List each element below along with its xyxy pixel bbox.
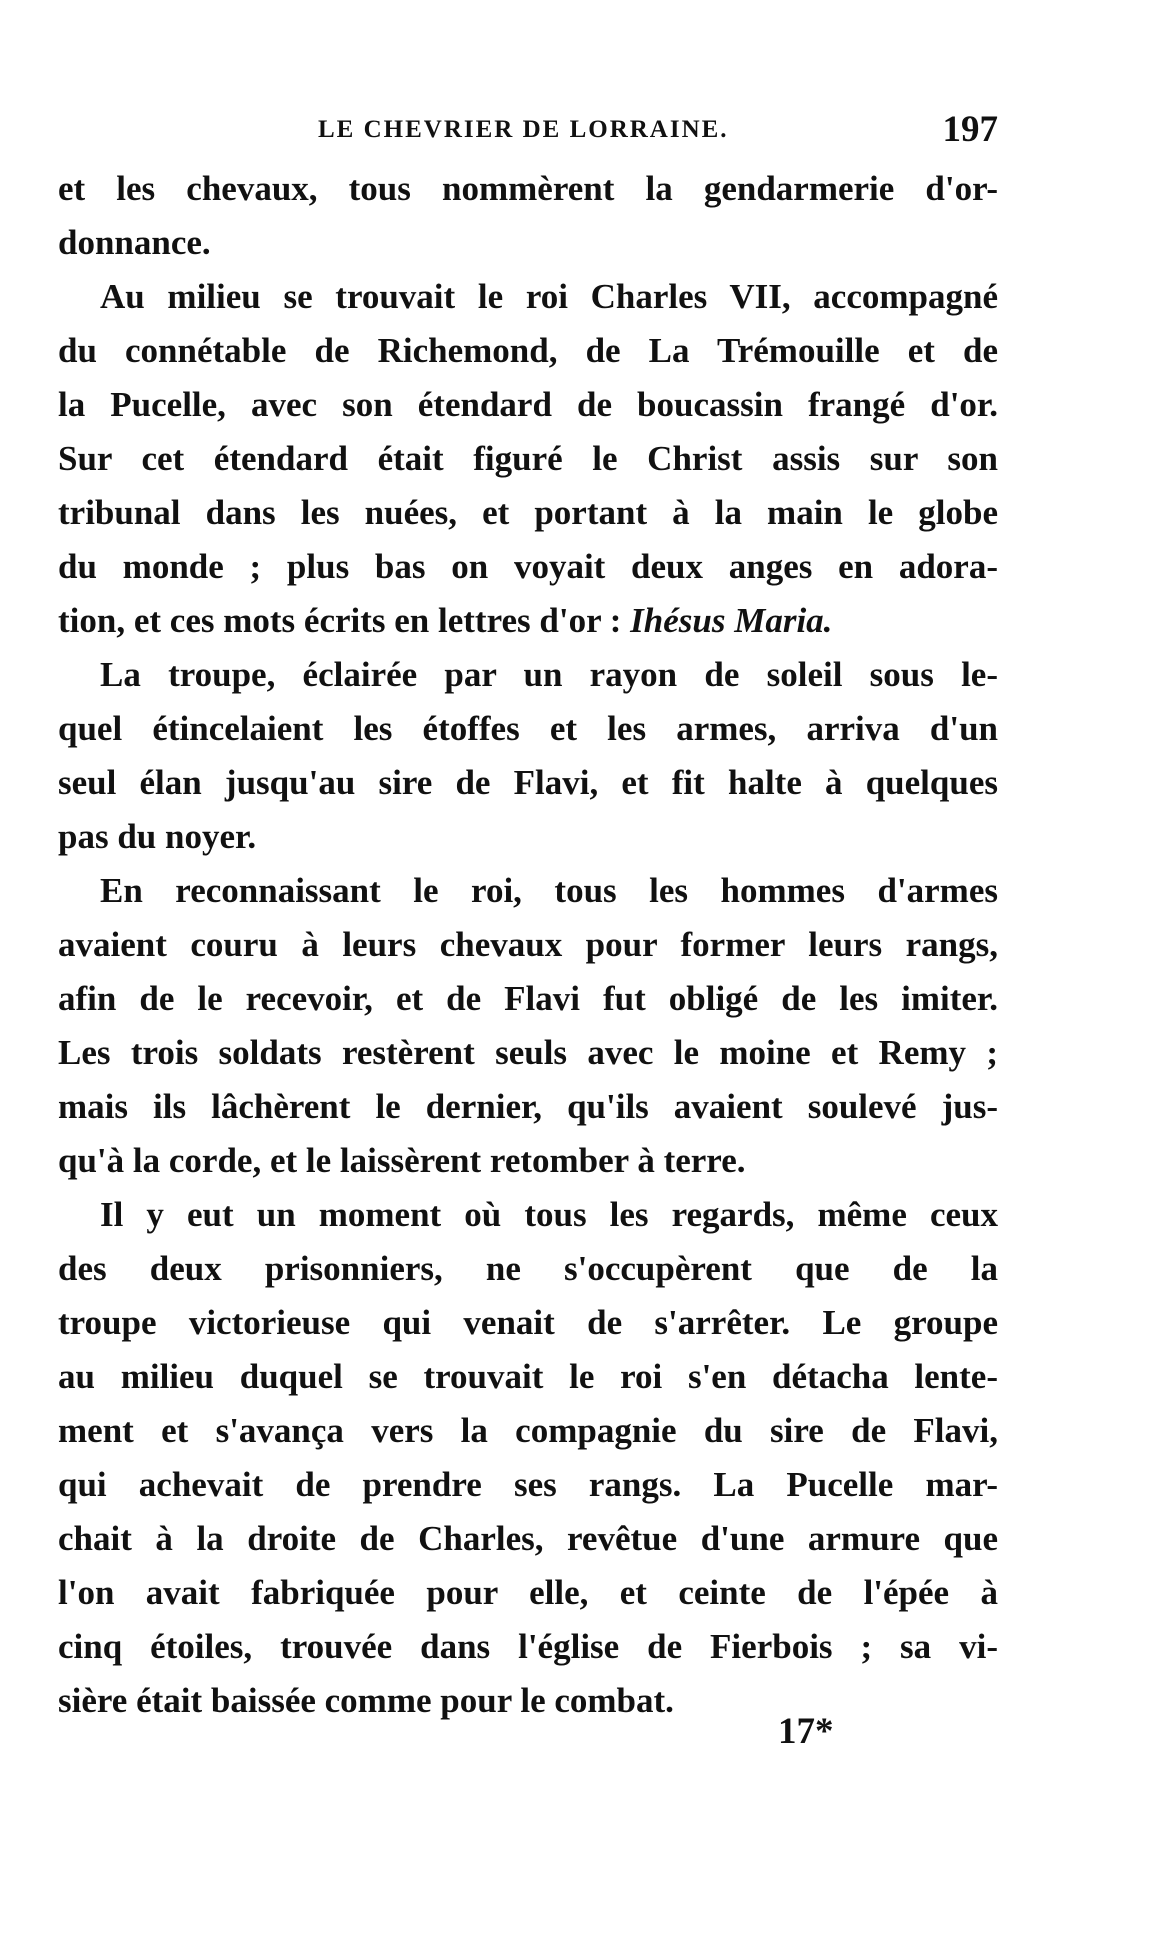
text-line: quel étincelaient les étoffes et les armes, arriva d'un [58,709,998,748]
text-line: cinq étoiles, trouvée dans l'église de Fierbois ; sa vi- [58,1627,998,1666]
text-line: des deux prisonniers, ne s'occupèrent que de la [58,1249,998,1288]
running-head [58,108,998,158]
running-title: LE CHEVRIER DE LORRAINE. [318,116,729,143]
text-line-with-italic [58,594,998,648]
text-line: seul élan jusqu'au sire de Flavi, et fit halte à quelques [58,763,998,802]
text-line: mais ils lâchèrent le dernier, qu'ils avaient soulevé jus- [58,1087,998,1126]
text-line: l'on avait fabriquée pour elle, et ceinte de l'épée à [58,1573,998,1612]
italic-phrase: Ihésus Maria. [630,601,833,640]
signature-mark: 17* [778,1711,834,1752]
text-line: pas du noyer. [58,817,257,856]
text-line: chait à la droite de Charles, revêtue d'une armure que [58,1519,998,1558]
text-line: En reconnaissant le roi, tous les hommes d'armes [100,871,998,910]
text-line: afin de le recevoir, et de Flavi fut obligé de les imiter. [58,979,998,1018]
text-line: donnance. [58,223,211,262]
paragraph-3 [58,648,998,864]
paragraph-4 [58,864,998,1188]
text-line: troupe victorieuse qui venait de s'arrêter. Le groupe [58,1303,998,1342]
text-line: Sur cet étendard était figuré le Christ assis sur son [58,439,998,478]
text-line: avaient couru à leurs chevaux pour former leurs rangs, [58,925,998,964]
text-line: Les trois soldats restèrent seuls avec le moine et Remy ; [58,1033,998,1072]
text-line: sière était baissée comme pour le combat. [58,1681,674,1720]
text-line: tribunal dans les nuées, et portant à la main le globe [58,493,998,532]
paragraph-1 [58,162,998,270]
body-text [58,162,998,1728]
text-line: ment et s'avança vers la compagnie du sire de Flavi, [58,1411,998,1450]
text-line: au milieu duquel se trouvait le roi s'en détacha lente- [58,1357,998,1396]
text-line: du connétable de Richemond, de La Trémouille et de [58,331,998,370]
text-line: la Pucelle, avec son étendard de boucassin frangé d'or. [58,385,998,424]
text-line: Au milieu se trouvait le roi Charles VII, accompagné [100,277,998,316]
text-line: Il y eut un moment où tous les regards, même ceux [100,1195,998,1234]
page-number: 197 [942,109,998,150]
text-line: et les chevaux, tous nommèrent la gendarmerie d'or- [58,169,998,208]
text-line: qui achevait de prendre ses rangs. La Pucelle mar- [58,1465,998,1504]
text-line: qu'à la corde, et le laissèrent retomber à terre. [58,1141,746,1180]
paragraph-5 [58,1188,998,1728]
paragraph-2 [58,270,998,648]
text-line-start: tion, et ces mots écrits en lettres d'or : [58,601,631,640]
text-line: du monde ; plus bas on voyait deux anges en adora- [58,547,998,586]
text-line: La troupe, éclairée par un rayon de soleil sous le- [100,655,998,694]
